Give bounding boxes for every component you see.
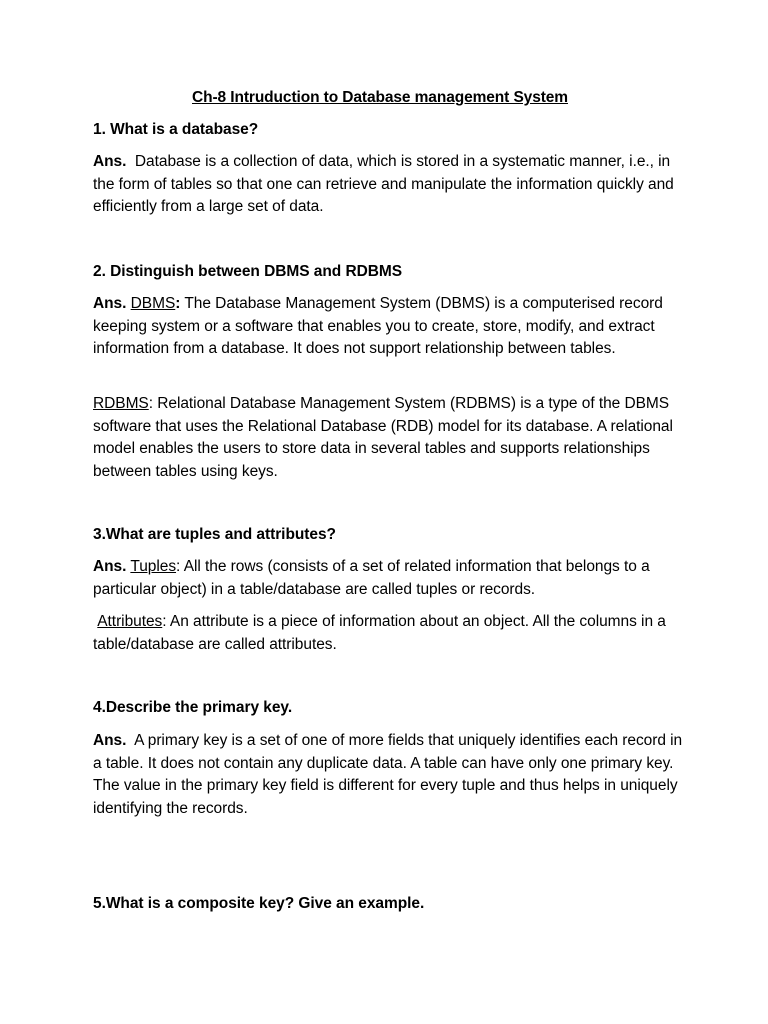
ans-label: Ans. — [93, 732, 127, 749]
answer-1 — [93, 151, 683, 219]
rdbms-text: : Relational Database Management System (RDBMS) is a type of the DBMS software that uses the Relational Database (RDB) model for its database. A relational model enables the users to store data in several tables and supports relationships between tables using keys. — [93, 395, 673, 480]
rdbms-term: RDBMS — [93, 395, 149, 412]
ans-label: Ans. — [93, 558, 127, 575]
answer-4 — [93, 730, 683, 820]
question-2: 2. Distinguish between DBMS and RDBMS — [93, 263, 403, 280]
question-4: 4.Describe the primary key. — [93, 699, 293, 716]
answer-2-rdbms — [93, 393, 683, 483]
answer-3-attributes — [93, 611, 683, 656]
answer-2-dbms — [93, 293, 683, 361]
attributes-term: Attributes — [97, 613, 163, 630]
ans-label: Ans. — [93, 153, 127, 170]
answer-1-text: Database is a collection of data, which is stored in a systematic manner, i.e., in the form of tables so that one can retrieve and manipulate the information quickly and efficiently from a large set of data. — [93, 153, 674, 215]
answer-4-text: A primary key is a set of one of more fields that uniquely identifies each record in a table. It does not contain any duplicate data. A table can have only one primary key. The value in the primary key field is different for every tuple and thus helps in uniquely identifying the records. — [93, 732, 683, 817]
dbms-text: The Database Management System (DBMS) is a computerised record keeping system or a software that enables you to create, store, modify, and extract information from a database. It does not support relationship between tables. — [93, 295, 663, 357]
question-1: 1. What is a database? — [93, 121, 259, 138]
question-3: 3.What are tuples and attributes? — [93, 526, 336, 543]
tuples-text: : All the rows (consists of a set of related information that belongs to a particular object) in a table/database are called tuples or records. — [93, 558, 650, 598]
document-title: Ch-8 Intruduction to Database management System — [192, 89, 568, 106]
ans-label: Ans. — [93, 295, 127, 312]
answer-3-tuples — [93, 556, 683, 601]
attributes-text: : An attribute is a piece of information about an object. All the columns in a table/database are called attributes. — [93, 613, 666, 653]
tuples-term: Tuples — [130, 558, 177, 575]
question-5: 5.What is a composite key? Give an example. — [93, 895, 425, 912]
dbms-term: DBMS — [130, 295, 176, 312]
dbms-colon: : — [175, 295, 181, 312]
